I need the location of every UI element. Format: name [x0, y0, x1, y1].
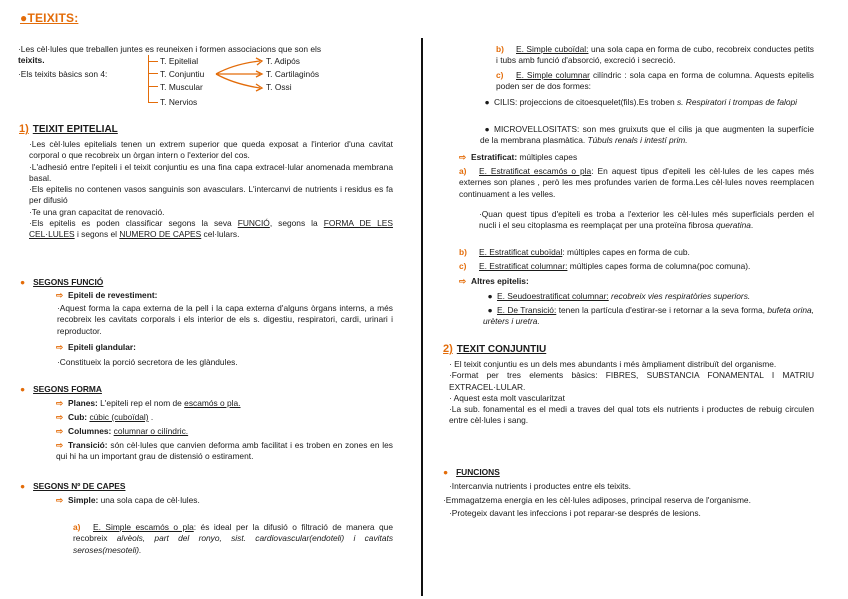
tissue-bracket [148, 55, 158, 103]
segons-forma-heading: ● SEGONS FORMA [20, 384, 102, 394]
forma-cub: ⇨ Cub: cúbic (cuboïdal) . [56, 412, 154, 422]
microvellositats-item: ● MICROVELLOSITATS: son mes gruixuts que el cilis ja que augmenten la superfície de la membrana plasmàtica. Túbuls renals i intestí prim. [480, 124, 814, 146]
section-1-heading [19, 124, 118, 135]
epitelial-p2: ·L'adhesió entre l'epiteli i el teixit conjuntiu es una fina capa extracel·lular anomenada membrana basal. [29, 161, 393, 183]
bullet-icon: ● [20, 277, 26, 287]
bullet-icon: ● [443, 467, 449, 477]
bullet-icon: ● [484, 124, 490, 134]
arrow-right-icon: ⇨ [459, 276, 467, 286]
simple-escamos: a) E. Simple escamós o pla: és ideal per la difusió o filtració de manera que recobreix alvèols, part del ronyo, sist. cardiovascular(endoteli) i cavitats seroses(mesoteli). [73, 522, 394, 555]
tissue-nervios: T. Nervios [160, 97, 198, 107]
funcions-heading: ● FUNCIONS [443, 467, 500, 477]
arrow-right-icon: ⇨ [56, 440, 64, 450]
glandular-text: ·Constitueix la porció secretora de les glàndules. [57, 357, 238, 367]
conjuntiu-p4: ·La sub. fonamental es el medi a traves del qual tots els nutrients i productes de rebuig circulen entre cèl·lules i sang. [449, 404, 814, 426]
conjuntiu-branch-arrows [214, 56, 266, 92]
section-2-title: TEXIT CONJUNTIU [456, 344, 547, 355]
estratificat-title: ⇨ Estratificat: múltiples capes [459, 152, 578, 162]
conjuntiu-description [449, 359, 814, 427]
simple-cuboidal: b) E. Simple cuboïdal: una sola capa en forma de cubo, recobreix conductes petits i tubs amb funció d'absorció, excreció i secreció. [496, 44, 814, 66]
seudoestratificat-item: ● E. Seudoestratificat columnar: recobreix vies respiratòries superiors. [483, 291, 750, 302]
bullet-icon: ● [487, 291, 493, 301]
altres-epitelis-title: ⇨ Altres epitelis: [459, 276, 529, 286]
column-divider [421, 38, 423, 596]
intro-line-2: teixits. [18, 55, 45, 66]
arrow-right-icon: ⇨ [56, 412, 64, 422]
forma-columnes: ⇨ Columnes: columnar o cilíndric. [56, 426, 189, 436]
bullet-icon: ● [484, 97, 490, 107]
bullet-icon: ● [487, 305, 493, 315]
epitelial-p1: ·Les cèl·lules epitelials tenen un extrem superior que queda exposat a l'interior d'una cavitat corporal o que recobreix un òrgan intern o l'exterior del cos. [29, 139, 393, 161]
page-title: ●TEIXITS: [20, 11, 79, 25]
funcio-3: ·Protegeix davant les infeccions i pot reparar-se després de lesions. [449, 508, 701, 518]
tissue-ossi: T. Ossi [266, 82, 292, 92]
tissue-epitelial: T. Epitelial [160, 56, 199, 66]
tissue-branch [148, 73, 158, 74]
revestiment-text: ·Aquest forma la capa externa de la pell i la capa externa d'alguns òrgans interns, a més recobreix les cavitats corporals i els interior de els s. digestiu, respiratori, cardi, urinari i reproductor. [57, 303, 393, 336]
tissue-adipos: T. Adipós [266, 56, 300, 66]
arrow-right-icon: ⇨ [56, 342, 64, 352]
arrow-right-icon: ⇨ [56, 426, 64, 436]
section-1-number: 1) [19, 123, 29, 135]
tissue-branch [148, 102, 158, 103]
estratificat-escamos-2: ·Quan quest tipus d'epiteli es troba a l'exterior les cèl·lules més superficials perden el nucli i el seu citoplasma es reemplaçat per una proteïna fibrosa queratina. [479, 209, 814, 231]
capes-simple: ⇨ Simple: una sola capa de cèl·lules. [56, 495, 200, 505]
funcio-1: ·Intercanvia nutrients i productes entre els teixits. [449, 481, 632, 491]
conjuntiu-p1: · El teixit conjuntiu es un dels mes abundants i més àmpliament distribuït del organisme. [449, 359, 777, 369]
arrow-right-icon: ⇨ [459, 152, 467, 162]
estratificat-columnar: c) E. Estratificat columnar: múltiples capes forma de columna(poc comuna). [459, 261, 751, 271]
forma-transicio: ⇨ Transició: són cèl·lules que canvien deforma amb facilitat i es troben en zones en les qui hi ha un important grau de distensió o estirament. [56, 440, 393, 462]
glandular-title: ⇨ Epiteli glandular: [56, 342, 136, 352]
forma-planes: ⇨ Planes: L'epiteli rep el nom de escamós o pla. [56, 398, 241, 408]
cilis-item: ● CILIS: projeccions de citoesquelet(fils).Es troben s. Respiratori i trompas de falopi [480, 97, 814, 108]
bullet-icon: ● [20, 384, 26, 394]
arrow-right-icon: ⇨ [56, 398, 64, 408]
conjuntiu-p3: · Aquest esta molt vascularitzat [449, 392, 565, 403]
tissue-branch [148, 86, 158, 87]
estratificat-escamos: a) E. Estratificat escamós o pla: En aquest tipus d'epiteli les cèl·lules de les capes més externes son planes , però les mes profundes varien de forma.Les cèl·lules noves reemplacen continuament a les velles. [459, 166, 814, 199]
bullet-icon: ● [20, 481, 26, 491]
section-2-number: 2) [443, 343, 453, 355]
epitelial-p5: ·Els epitelis es poden classificar segons la seva FUNCIÓ, segons la FORMA DE LES CEL·LULES i segons el NUMERO DE CAPES cel·lulars. [29, 218, 393, 240]
section-1-title: TEIXIT EPITELIAL [32, 124, 118, 135]
arrow-right-icon: ⇨ [56, 290, 64, 300]
epitelial-p3: ·Els epitelis no contenen vasos sanguinis son avasculars. L'intercanvi de nutrients i residus es fa per difusió [29, 184, 393, 206]
tissue-conjuntiu: T. Conjuntiu [160, 69, 205, 79]
basic-tissues-label: ·Els teixits bàsics son 4: [18, 69, 108, 79]
funcio-2: ·Emmagatzema energia en les cèl·lules adiposes, principal reserva de l'organisme. [443, 495, 751, 505]
arrow-right-icon: ⇨ [56, 495, 64, 505]
segons-capes-heading: ● SEGONS Nº DE CAPES [20, 481, 126, 491]
tissue-branch [148, 61, 158, 62]
epitelial-description [29, 139, 393, 241]
tissue-muscular: T. Muscular [160, 82, 203, 92]
intro-paragraph [18, 44, 390, 67]
epitelial-p4: ·Te una gran capacitat de renovació. [29, 206, 165, 217]
conjuntiu-p2: ·Format per tres elements bàsics: FIBRES, SUBSTANCIA FONAMENTAL I MATRIU EXTRACEL·LULAR. [449, 370, 814, 392]
segons-funcio-heading: ● SEGONS FUNCIÓ [20, 277, 104, 287]
tissue-cartilaginos: T. Cartilaginós [266, 69, 320, 79]
transicio-item: ● E. De Transició: tenen la partícula d'estirar-se i retornar a la seva forma, bufeta orina, urèters i uretra. [483, 305, 814, 327]
intro-line-1: ·Les cèl·lules que treballen juntes es reuneixen i formen associacions que son els [18, 44, 322, 54]
revestiment-title: ⇨ Epiteli de revestiment: [56, 290, 158, 300]
estratificat-cuboidal: b) E. Estratificat cuboïdal: múltiples capes en forma de cub. [459, 247, 690, 257]
simple-columnar: c) E. Simple columnar cilíndric : sola capa en forma de columna. Aquests epitelis poden ser de dos formes: [496, 70, 814, 92]
section-2-heading [443, 344, 546, 355]
